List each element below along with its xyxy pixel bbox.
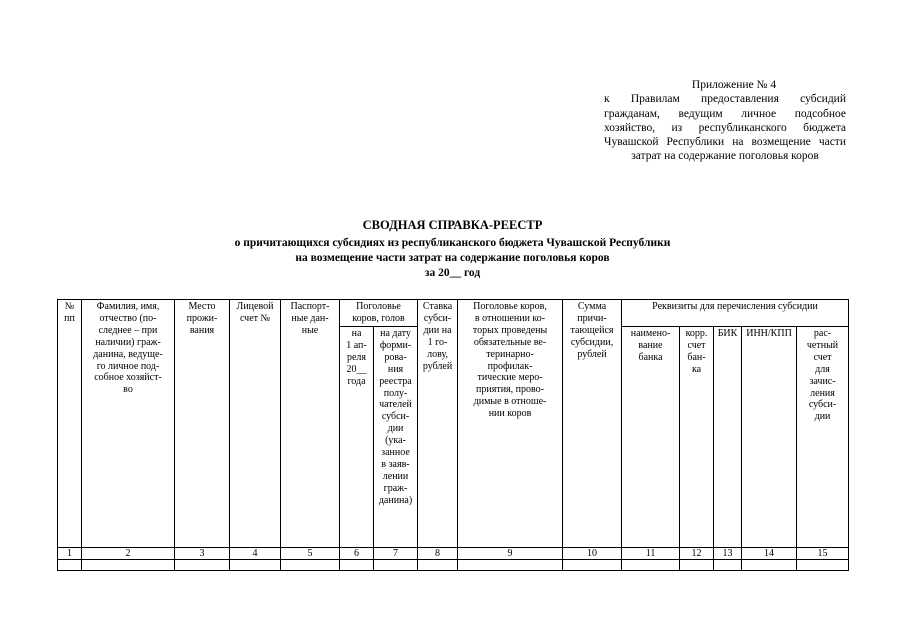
- column-number: 6: [340, 548, 374, 560]
- appendix-block: [604, 78, 846, 164]
- header-account: Лицевой счет №: [230, 300, 281, 548]
- column-number: 8: [418, 548, 458, 560]
- header-livestock: Поголовье коров, голов: [340, 300, 418, 327]
- registry-table: [57, 299, 849, 571]
- header-livestock-registry-date: на дату форми- рова- ния реестра полу- чателей субси- дии (ука- занное в заяв- лении граж- данина): [374, 327, 418, 548]
- column-number: 10: [563, 548, 622, 560]
- column-number: 5: [281, 548, 340, 560]
- header-full-name: Фамилия, имя, отчество (по- следнее – при наличии) граж- данина, ведуще- го личное под- собное хозяйст- во: [82, 300, 175, 548]
- column-numbers-row: [58, 548, 849, 560]
- header-livestock-april: на 1 ап- реля 20__ года: [340, 327, 374, 548]
- column-number: 1: [58, 548, 82, 560]
- empty-cell: [714, 560, 742, 571]
- column-number: 7: [374, 548, 418, 560]
- header-corr-account: корр. счет бан- ка: [680, 327, 714, 548]
- empty-cell: [374, 560, 418, 571]
- empty-cell: [418, 560, 458, 571]
- column-number: 2: [82, 548, 175, 560]
- header-vet-livestock: Поголовье коров, в отношении ко- торых проведены обязательные ве- теринарно- профилак- тические меро- приятия, прово- димые в отноше- нии коров: [458, 300, 563, 548]
- empty-cell: [281, 560, 340, 571]
- column-number: 9: [458, 548, 563, 560]
- empty-cell: [680, 560, 714, 571]
- header-number: № пп: [58, 300, 82, 548]
- header-inn-kpp: ИНН/КПП: [742, 327, 797, 548]
- header-bik: БИК: [714, 327, 742, 548]
- column-number: 3: [175, 548, 230, 560]
- column-number: 15: [797, 548, 849, 560]
- empty-cell: [742, 560, 797, 571]
- empty-data-row: [58, 560, 849, 571]
- appendix-title: Приложение № 4: [691, 79, 777, 91]
- header-residence: Место прожи- вания: [175, 300, 230, 548]
- appendix-text: к Правилам предоставления субсидий гражданам, ведущим личное подсобное хозяйство, из республиканского бюджета Чувашской Республики на возмещение части затрат на содержание поголовья коров: [604, 93, 846, 163]
- header-settlement-account: рас- четный счет для зачис- ления субси- дии: [797, 327, 849, 548]
- empty-cell: [797, 560, 849, 571]
- empty-cell: [58, 560, 82, 571]
- header-rate: Ставка субси- дии на 1 го- лову, рублей: [418, 300, 458, 548]
- document-subtitle-line-1: о причитающихся субсидиях из республиканского бюджета Чувашской Республики: [234, 237, 671, 249]
- column-number: 14: [742, 548, 797, 560]
- header-subsidy-sum: Сумма причи- тающейся субсидии, рублей: [563, 300, 622, 548]
- empty-cell: [340, 560, 374, 571]
- column-number: 11: [622, 548, 680, 560]
- empty-cell: [175, 560, 230, 571]
- empty-cell: [458, 560, 563, 571]
- header-bank-name: наимено- вание банка: [622, 327, 680, 548]
- header-passport: Паспорт- ные дан- ные: [281, 300, 340, 548]
- empty-cell: [622, 560, 680, 571]
- column-number: 12: [680, 548, 714, 560]
- header-requisites: Реквизиты для перечисления субсидии: [622, 300, 849, 327]
- document-year-line: за 20__ год: [424, 267, 481, 279]
- column-number: 13: [714, 548, 742, 560]
- document-title: СВОДНАЯ СПРАВКА-РЕЕСТР: [362, 218, 543, 232]
- column-number: 4: [230, 548, 281, 560]
- empty-cell: [230, 560, 281, 571]
- empty-cell: [563, 560, 622, 571]
- document-subtitle-line-2: на возмещение части затрат на содержание поголовья коров: [295, 252, 610, 264]
- empty-cell: [82, 560, 175, 571]
